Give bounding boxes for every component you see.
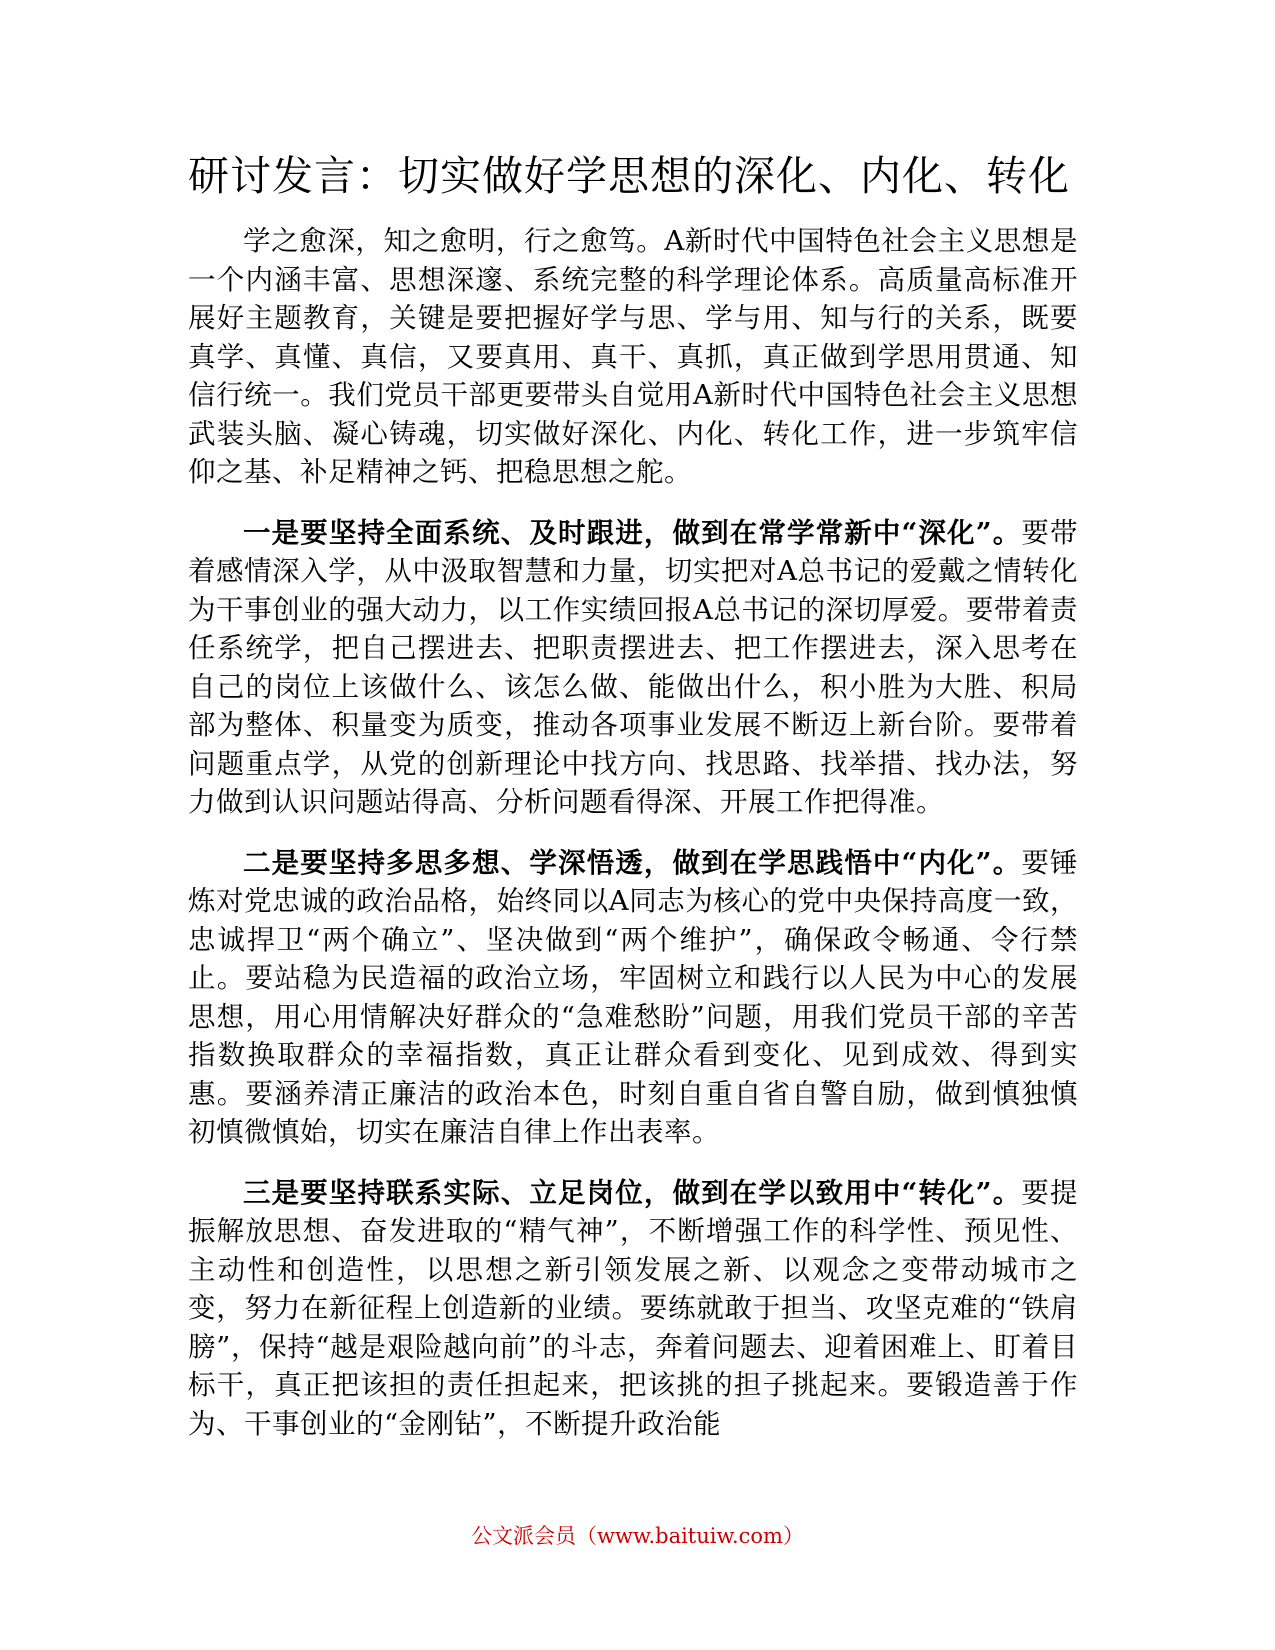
footer-watermark-link[interactable]: 公文派会员（www.baituiw.com） [471,1524,804,1548]
document-title: 研讨发言：切实做好学思想的深化、内化、转化 [188,152,1070,200]
section-paragraph-1 [188,514,1078,822]
document-body [188,222,1078,1465]
intro-paragraph: 学之愈深，知之愈明，行之愈笃。A新时代中国特色社会主义思想是一个内涵丰富、思想深邃、系统完整的科学理论体系。高质量高标准开展好主题教育，关键是要把握好学与思、学与用、知与行的关系，既要真学、真懂、真信，又要真用、真干、真抓，真正做到学思用贯通、知信行统一。我们党员干部更要带头自觉用A新时代中国特色社会主义思想武装头脑、凝心铸魂，切实做好深化、内化、转化工作，进一步筑牢信仰之基、补足精神之钙、把稳思想之舵。 [188,225,1078,488]
section-lead-3: 三是要坚持联系实际、立足岗位，做到在学以致用中“转化”。 [243,1176,1022,1209]
section-text-1: 要带着感情深入学，从中汲取智慧和力量，切实把对A总书记的爱戴之情转化为干事创业的强大动力，以工作实绩回报A总书记的深切厚爱。要带着责任系统学，把自己摆进去、把职责摆进去、把工作摆进去，深入思考在自己的岗位上该做什么、该怎么做、能做出什么，积小胜为大胜、积局部为整体、积量变为质变，推动各项事业发展不断迈上新台阶。要带着问题重点学，从党的创新理论中找方向、找思路、找举措、找办法，努力做到认识问题站得高、分析问题看得深、开展工作把得准。 [188,516,1078,818]
section-paragraph-3 [188,1174,1078,1444]
section-text-2: 要锤炼对党忠诚的政治品格，始终同以A同志为核心的党中央保持高度一致，忠诚捍卫“两个确立”、坚决做到“两个维护”，确保政令畅通、令行禁止。要站稳为民造福的政治立场，牢固树立和践行以人民为中心的发展思想，用心用情解决好群众的“急难愁盼”问题，用我们党员干部的辛苦指数换取群众的幸福指数，真正让群众看到变化、见到成效、得到实惠。要涵养清正廉洁的政治本色，时刻自重自省自警自励，做到慎独慎初慎微慎始，切实在廉洁自律上作出表率。 [188,846,1078,1148]
section-lead-1: 一是要坚持全面系统、及时跟进，做到在常学常新中“深化”。 [243,516,1022,549]
section-lead-2: 二是要坚持多思多想、学深悟透，做到在学思践悟中“内化”。 [243,846,1022,879]
section-text-3: 要提振解放思想、奋发进取的“精气神”，不断增强工作的科学性、预见性、主动性和创造性，以思想之新引领发展之新、以观念之变带动城市之变，努力在新征程上创造新的业绩。要练就敢于担当、攻坚克难的“铁肩膀”，保持“越是艰险越向前”的斗志，奔着问题去、迎着困难上、盯着目标干，真正把该担的责任担起来，把该挑的担子挑起来。要锻造善于作为、干事创业的“金刚钻”，不断提升政治能 [188,1176,1078,1440]
section-paragraph-2 [188,844,1078,1152]
